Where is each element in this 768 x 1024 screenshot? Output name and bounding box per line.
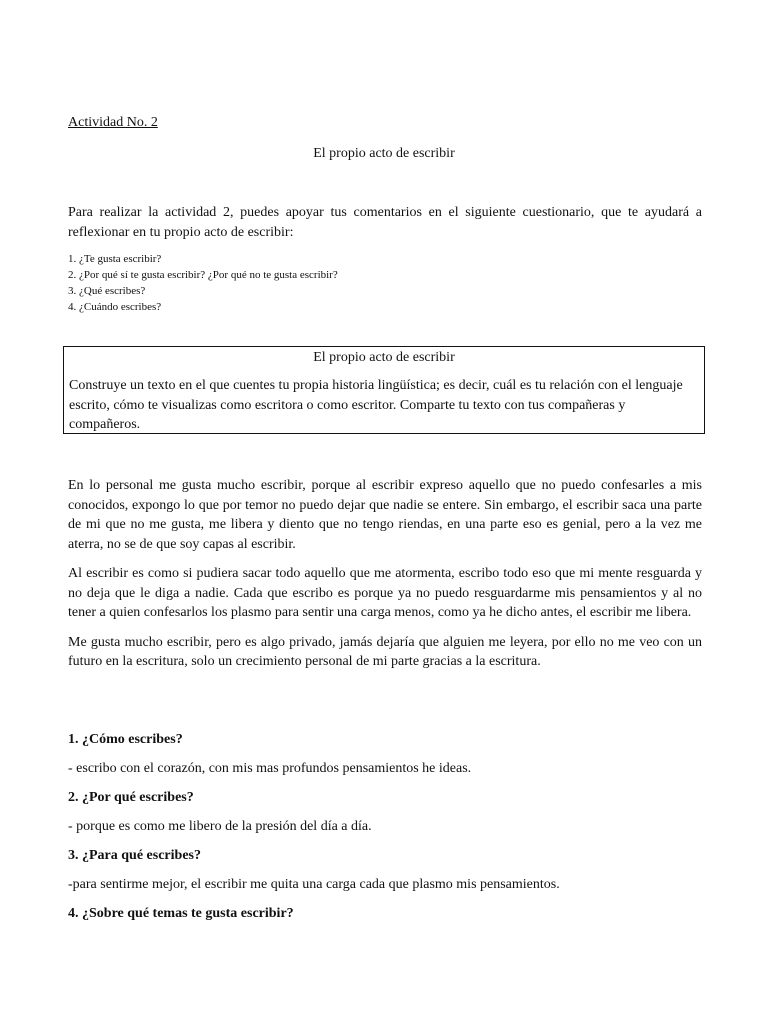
qa-answer: -para sentirme mejor, el escribir me quita una carga cada que plasmo mis pensamientos. xyxy=(68,877,560,892)
qa-question: 1. ¿Cómo escribes? xyxy=(68,732,183,747)
essay-paragraph: Al escribir es como si pudiera sacar todo aquello que me atormenta, escribo todo eso que mi mente resguarda y no deja que le diga a nadie. Cada que escribo es porque ya no puedo resguardarme mis pensamientos y al no tener a quien confesarlos los plasmo para sentir una carga menos, como ya he dicho antes, el escribir me libera. xyxy=(68,566,702,620)
instructions-box-text: Construye un texto en el que cuentes tu propia historia lingüística; es decir, cuál es tu relación con el lenguaje escrito, cómo te visualizas como escritora o como escritor. Comparte tu texto con tus compañeras y compañeros. xyxy=(69,378,683,432)
questionnaire-item: 2. ¿Por qué sí te gusta escribir? ¿Por qué no te gusta escribir? xyxy=(68,269,338,281)
activity-title: Actividad No. 2 xyxy=(68,115,158,130)
qa-question: 4. ¿Sobre qué temas te gusta escribir? xyxy=(68,906,294,921)
intro-paragraph: Para realizar la actividad 2, puedes apoyar tus comentarios en el siguiente cuestionario, que te ayudará a reflexionar en tu propio acto de escribir: xyxy=(68,205,702,240)
essay-body xyxy=(68,476,702,682)
instructions-box-title: El propio acto de escribir xyxy=(313,350,455,365)
qa-answer: - escribo con el corazón, con mis mas profundos pensamientos he ideas. xyxy=(68,761,472,776)
essay-paragraph: En lo personal me gusta mucho escribir, porque al escribir expreso aquello que no puedo confesarles a mis conocidos, expongo lo que por temor no puedo dejar que nadie se entere. Sin embargo, el escribir saca una parte de mi que no me gusta, me libera y diento que no tengo riendas, en una parte eso es genial, pero a la vez me aterra, no se de que soy capas al escribir. xyxy=(68,478,702,552)
document-title: El propio acto de escribir xyxy=(313,146,455,161)
questionnaire-item: 1. ¿Te gusta escribir? xyxy=(68,253,162,265)
questionnaire-list xyxy=(68,251,702,315)
questionnaire-item: 3. ¿Qué escribes? xyxy=(68,285,146,297)
qa-question: 2. ¿Por qué escribes? xyxy=(68,790,194,805)
instructions-box xyxy=(63,346,705,434)
qa-question: 3. ¿Para qué escribes? xyxy=(68,848,201,863)
essay-paragraph: Me gusta mucho escribir, pero es algo privado, jamás dejaría que alguien me leyera, por ello no me veo con un futuro en la escritura, solo un crecimiento personal de mi parte gracias a la escritura. xyxy=(68,634,702,669)
qa-answer: - porque es como me libero de la presión del día a día. xyxy=(68,819,372,834)
qa-section xyxy=(68,730,702,933)
questionnaire-item: 4. ¿Cuándo escribes? xyxy=(68,301,162,313)
